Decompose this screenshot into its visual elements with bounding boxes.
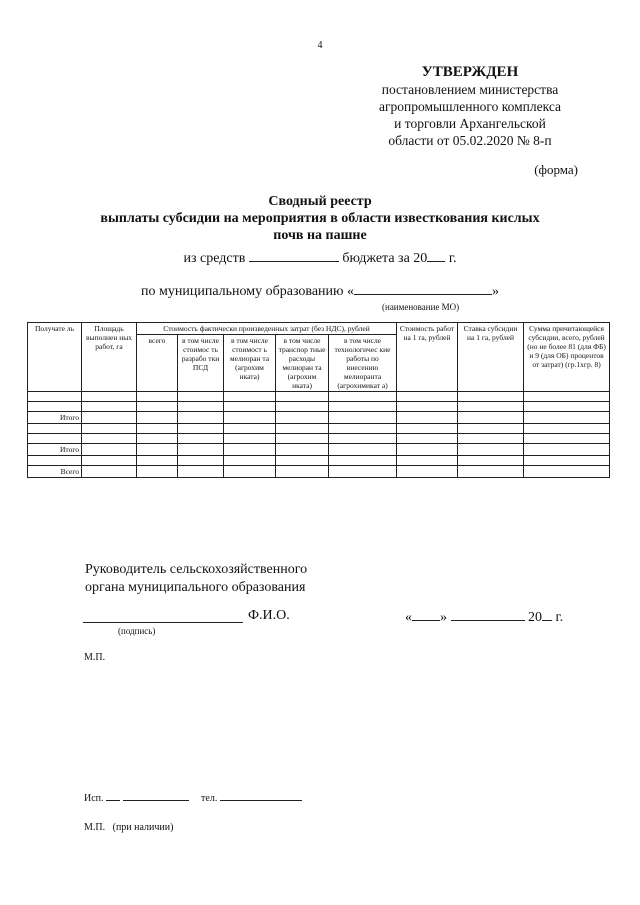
- table-row[interactable]: [28, 424, 610, 434]
- fio-label: Ф.И.О.: [248, 608, 290, 623]
- title-line-3: почв на пашне: [273, 228, 367, 243]
- header-subsidy-sum: Сумма причитающейся субсидии, всего, рублей (но не более 81 (для ФБ) и 9 (для ОБ) процентов от затрат) (гр.1хгр. 8): [524, 323, 610, 392]
- month-blank[interactable]: [451, 608, 525, 621]
- page-number: 4: [317, 40, 323, 51]
- funds-middle: бюджета за 20: [342, 251, 428, 266]
- date-open-quote: «: [405, 610, 412, 625]
- municipality-line: [60, 282, 580, 300]
- phone-label: тел.: [201, 793, 218, 804]
- table-row[interactable]: [28, 402, 610, 412]
- executor-initial-blank[interactable]: [106, 790, 120, 801]
- funds-suffix: г.: [448, 251, 457, 266]
- subtotal-label-2: Итого: [28, 444, 82, 456]
- header-cost-per-ha: Стоимость работ на 1 га, рублей: [397, 323, 458, 392]
- approval-line-4: области от 05.02.2020 № 8-п: [388, 133, 552, 148]
- signature-caption: (подпись): [118, 626, 156, 636]
- executor-line: [84, 790, 302, 804]
- date-close-quote: »: [440, 610, 447, 625]
- day-blank[interactable]: [412, 608, 440, 621]
- grand-total-row: [28, 466, 610, 478]
- phone-blank[interactable]: [220, 790, 302, 801]
- signature-line[interactable]: [83, 622, 243, 623]
- municipality-suffix: »: [491, 284, 499, 299]
- header-rate: Ставка субсидии на 1 га, рублей: [458, 323, 524, 392]
- date-suffix: г.: [555, 610, 564, 625]
- head-line-2: органа муниципального образования: [85, 580, 306, 595]
- header-cost-meliorant: в том числе стоимост ь мелиоран та (агрохим иката): [224, 335, 276, 392]
- header-cost-group: Стоимость фактически произведенных затрат (без НДС), рублей: [137, 323, 397, 335]
- table-row[interactable]: [28, 456, 610, 466]
- table-row[interactable]: [28, 434, 610, 444]
- municipality-blank[interactable]: [354, 282, 492, 295]
- budget-blank[interactable]: [249, 249, 339, 262]
- subtotal-label-1: Итого: [28, 412, 82, 424]
- approval-line-3: и торговли Архангельской: [394, 116, 546, 131]
- approval-heading: УТВЕРЖДЕН: [421, 64, 519, 80]
- document-title: [60, 193, 580, 244]
- executor-name-blank[interactable]: [123, 790, 189, 801]
- head-of-authority: [85, 561, 307, 597]
- title-line-1: Сводный реестр: [268, 194, 372, 209]
- header-cost-psd: в том числе стоимос ть разрабо тки ПСД: [178, 335, 224, 392]
- municipality-caption: (наименование МО): [382, 302, 460, 312]
- date-year-prefix: 20: [528, 610, 542, 625]
- registry-table: [27, 322, 610, 478]
- footer-stamp-label: М.П.: [84, 822, 106, 833]
- year-blank[interactable]: [427, 249, 445, 262]
- header-cost-tech: в том числе технологичес кие работы по внесению мелиоранта (агрохимикат а): [329, 335, 397, 392]
- stamp-label: М.П.: [84, 652, 106, 663]
- subtotal-row-2: [28, 444, 610, 456]
- header-cost-total: всего: [137, 335, 178, 392]
- signature-date: [405, 608, 563, 626]
- subtotal-row-1: [28, 412, 610, 424]
- header-recipient: Получате ль: [28, 323, 82, 392]
- date-year-blank[interactable]: [542, 608, 552, 621]
- approval-line-2: агропромышленного комплекса: [379, 99, 561, 114]
- executor-label: Исп.: [84, 793, 104, 804]
- footer-stamp: [84, 822, 173, 833]
- table-row[interactable]: [28, 392, 610, 402]
- footer-stamp-note: (при наличии): [112, 822, 174, 833]
- funds-prefix: из средств: [183, 251, 246, 266]
- header-cost-transport: в том числе транспор тные расходы мелиоран та (агрохим иката): [276, 335, 329, 392]
- approval-block: [360, 64, 580, 149]
- header-area: Площадь выполнен ных работ, га: [82, 323, 137, 392]
- funds-line: [60, 249, 580, 267]
- approval-line-1: постановлением министерства: [381, 82, 559, 97]
- head-line-1: Руководитель сельскохозяйственного: [85, 562, 308, 577]
- municipality-prefix: по муниципальному образованию «: [141, 284, 354, 299]
- grand-total-label: Всего: [28, 466, 82, 478]
- form-label: (форма): [534, 162, 578, 177]
- title-line-2: выплаты субсидии на мероприятия в области известкования кислых: [100, 211, 540, 226]
